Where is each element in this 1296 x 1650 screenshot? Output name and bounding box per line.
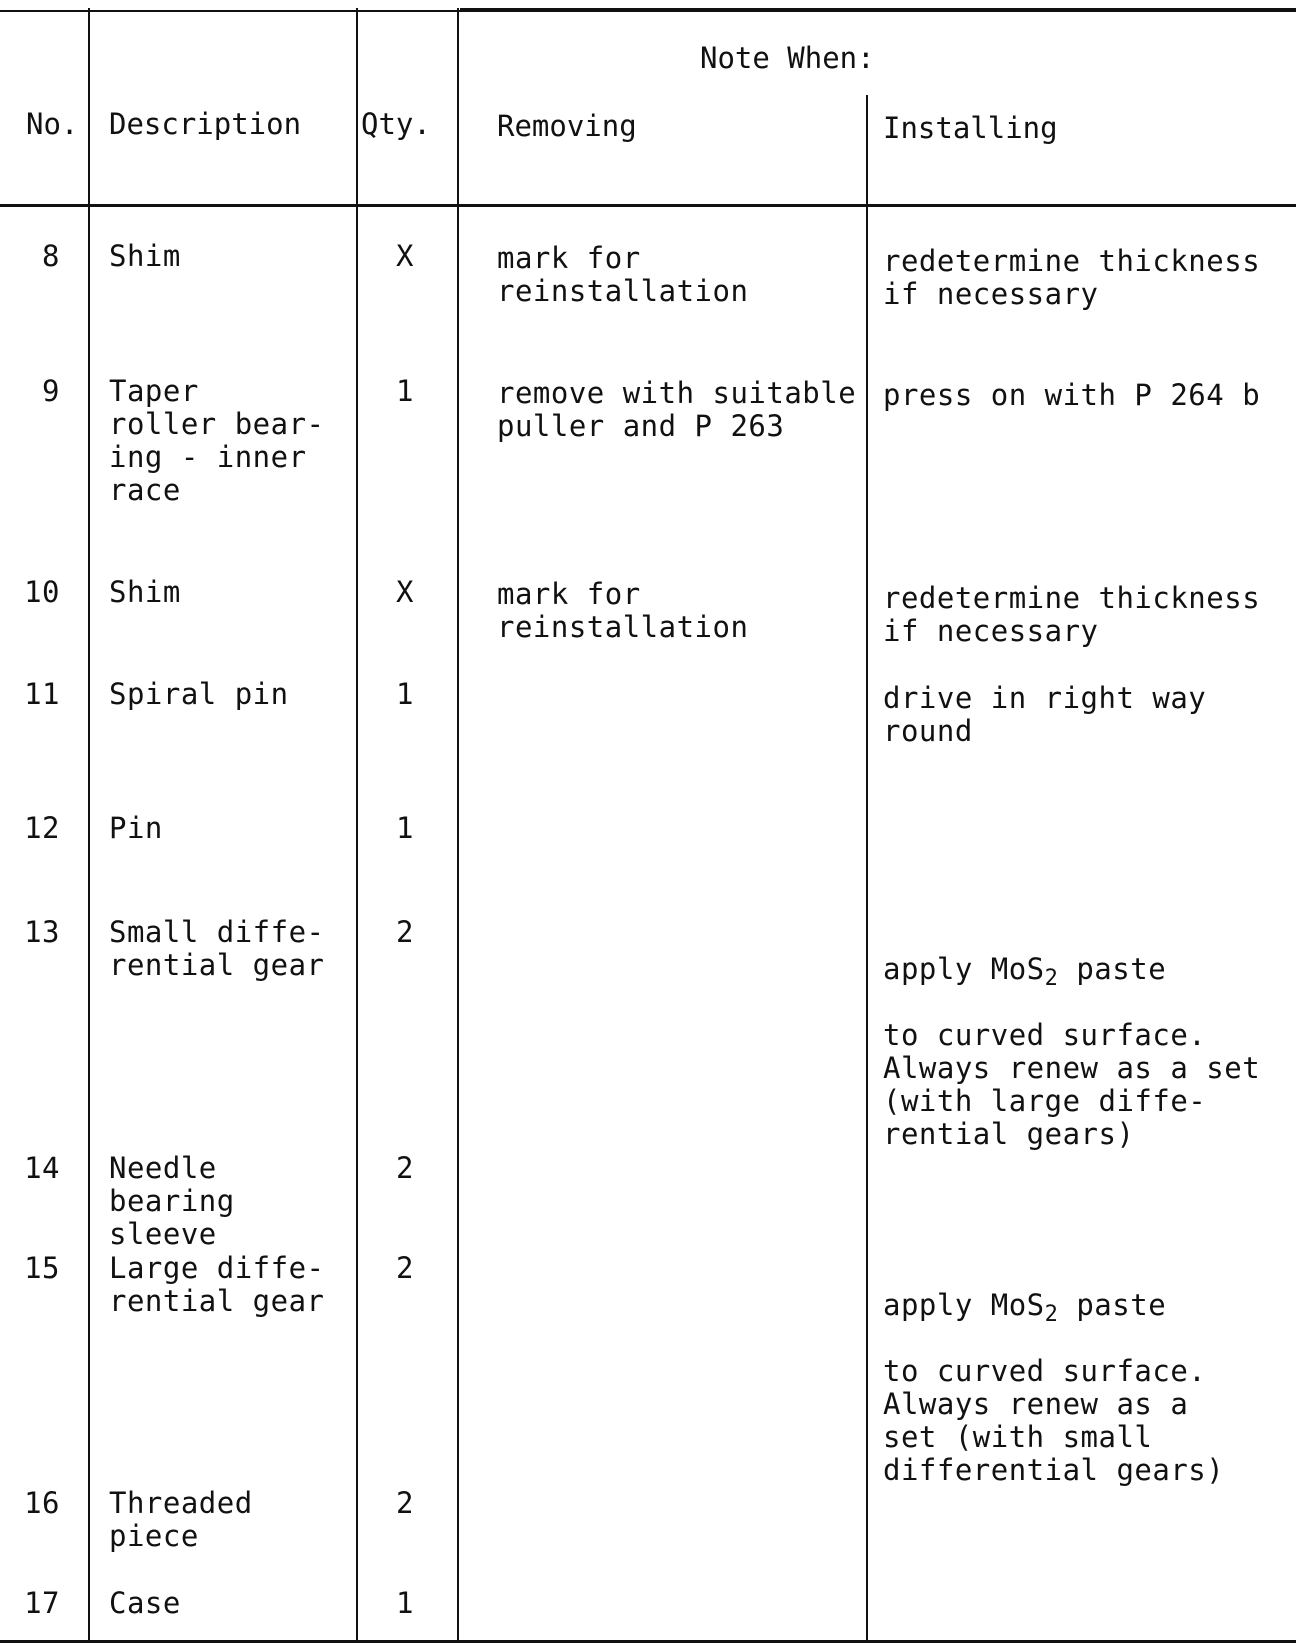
installing-note-rest: to curved surface. Always renew as a set (with small differential gears): [883, 1354, 1225, 1487]
row-removing-note: mark for reinstallation: [497, 241, 749, 308]
row-qty: 2: [396, 1251, 414, 1285]
row-qty: 2: [396, 915, 414, 949]
row-number: 10: [24, 575, 60, 609]
header-bottom-rule: [0, 204, 1296, 207]
header-installing: Installing: [883, 111, 1058, 145]
row-qty: X: [396, 239, 414, 273]
row-installing-note: [883, 1256, 1283, 1520]
installing-note-line: apply MoS$_2$ paste: [883, 1288, 1167, 1327]
row-description: Pin: [109, 811, 163, 845]
note-when-rule: [460, 8, 1296, 10]
row-number: 17: [24, 1586, 60, 1620]
row-description: Threaded piece: [109, 1486, 253, 1553]
row-qty: 1: [396, 677, 414, 711]
table-bottom-rule: [0, 1640, 1296, 1643]
row-description: Spiral pin: [109, 677, 289, 711]
row-description: Case: [109, 1586, 181, 1620]
row-number: 12: [24, 811, 60, 845]
row-description: Taper roller bear- ing - inner race: [109, 374, 325, 507]
row-description: Small diffe- rential gear: [109, 915, 325, 982]
row-installing-note: drive in right way round: [883, 681, 1207, 748]
table-top-rule: [0, 10, 1296, 12]
row-number: 11: [24, 677, 60, 711]
row-qty: 1: [396, 374, 414, 408]
row-description: Shim: [109, 239, 181, 273]
row-description: Shim: [109, 575, 181, 609]
installing-note-line: apply MoS$_2$ paste: [883, 952, 1167, 991]
row-description: Large diffe- rential gear: [109, 1251, 325, 1318]
row-qty: 2: [396, 1151, 414, 1185]
row-installing-note: [883, 920, 1283, 1184]
row-description: Needle bearing sleeve: [109, 1151, 235, 1251]
row-removing-note: mark for reinstallation: [497, 577, 749, 644]
col-divider-no: [88, 8, 90, 1642]
row-number: 15: [24, 1251, 60, 1285]
header-no: No.: [26, 107, 79, 141]
row-installing-note: redetermine thickness if necessary: [883, 581, 1261, 648]
row-number: 13: [24, 915, 60, 949]
header-qty: Qty.: [361, 107, 431, 141]
installing-note-rest: to curved surface. Always renew as a set (with large diffe- rential gears): [883, 1018, 1261, 1151]
row-qty: X: [396, 575, 414, 609]
row-number: 8: [42, 239, 60, 273]
row-number: 14: [24, 1151, 60, 1185]
row-qty: 2: [396, 1486, 414, 1520]
col-divider-removing: [866, 95, 868, 1642]
row-installing-note: redetermine thickness if necessary: [883, 244, 1261, 311]
header-removing: Removing: [497, 109, 637, 143]
header-description: Description: [109, 107, 302, 141]
row-qty: 1: [396, 1586, 414, 1620]
subscript: 2: [1044, 966, 1059, 991]
row-qty: 1: [396, 811, 414, 845]
col-divider-qty: [457, 8, 459, 1642]
row-number: 9: [42, 374, 60, 408]
row-number: 16: [24, 1486, 60, 1520]
row-removing-note: remove with suitable puller and P 263: [497, 376, 857, 443]
subscript: 2: [1044, 1302, 1059, 1327]
note-when-label: Note When:: [700, 41, 875, 75]
row-installing-note: press on with P 264 b: [883, 378, 1261, 412]
